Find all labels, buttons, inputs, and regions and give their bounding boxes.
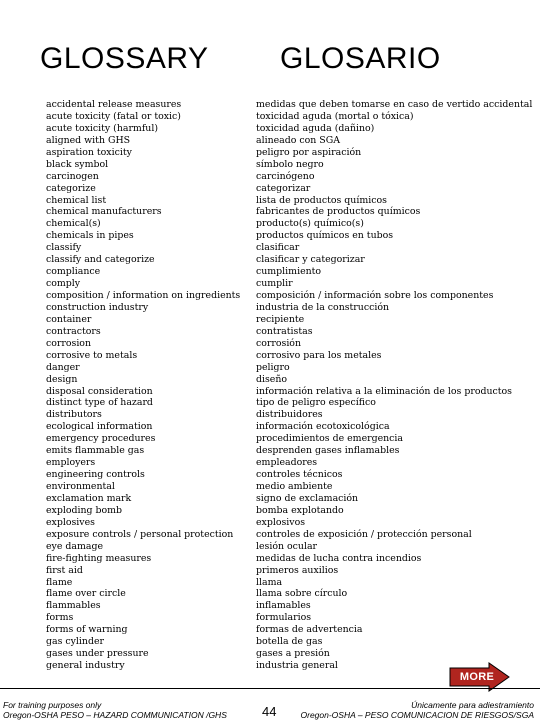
footer-divider: [0, 688, 540, 689]
glossary-term-english: contractors: [46, 325, 101, 337]
glossary-term-spanish: peligro por aspiración: [256, 146, 362, 158]
glossary-term-english: forms of warning: [46, 624, 128, 636]
glossary-term-spanish: productos químicos en tubos: [256, 230, 394, 242]
glossary-term-spanish: desprenden gases inflamables: [256, 445, 400, 457]
glossary-term-spanish: diseño: [256, 373, 288, 385]
glossary-term-english: disposal consideration: [46, 385, 153, 397]
glossary-term-english: explosives: [46, 516, 95, 528]
glossary-term-english: fire-fighting measures: [46, 552, 152, 564]
glossary-term-spanish: cumplir: [256, 278, 293, 290]
glossary-term-spanish: botella de gas: [256, 636, 323, 648]
footer-right: [301, 700, 535, 720]
glossary-term-spanish: empleadores: [256, 457, 318, 469]
glossary-term-english: black symbol: [46, 158, 109, 170]
glossary-title: GLOSSARY: [40, 42, 209, 75]
glossary-term-spanish: contratistas: [256, 325, 313, 337]
glossary-term-english: flame over circle: [46, 588, 126, 600]
footer-course-title: Oregon-OSHA PESO – HAZARD COMMUNICATION /GHS: [3, 710, 227, 720]
glossary-term-spanish: clasificar y categorizar: [256, 254, 365, 266]
glossary-term-spanish: llama sobre círculo: [256, 588, 348, 600]
glossary-term-spanish: signo de exclamación: [256, 492, 359, 504]
english-term-list: [46, 99, 240, 672]
glossary-term-spanish: producto(s) químico(s): [256, 218, 364, 230]
glossary-term-spanish: cumplimiento: [256, 266, 322, 278]
glossary-term-spanish: lista de productos químicos: [256, 194, 387, 206]
glossary-term-english: exclamation mark: [46, 492, 132, 504]
glossary-term-english: classify: [46, 242, 82, 254]
glossary-term-spanish: toxicidad aguda (mortal o tóxica): [256, 110, 414, 122]
footer-course-title-es: Oregon-OSHA – PESO COMUNICACION DE RIESGOS/SGA: [300, 710, 534, 720]
glossary-term-english: general industry: [46, 660, 125, 672]
page-number: 44: [262, 704, 277, 719]
glossary-term-english: chemical manufacturers: [46, 206, 162, 218]
glossary-term-spanish: controles técnicos: [256, 469, 343, 481]
glossary-term-english: first aid: [46, 564, 83, 576]
glossary-term-english: classify and categorize: [46, 254, 155, 266]
glossary-term-spanish: procedimientos de emergencia: [256, 433, 404, 445]
glossary-term-english: flame: [46, 576, 73, 588]
glossary-term-spanish: medidas de lucha contra incendios: [256, 552, 422, 564]
glossary-term-spanish: toxicidad aguda (dañino): [256, 122, 375, 134]
glossary-term-spanish: información relativa a la eliminación de los productos: [256, 385, 512, 397]
footer-training-note: For training purposes only: [3, 700, 102, 710]
glossary-term-spanish: gases a presión: [256, 648, 330, 660]
glossary-term-spanish: industria general: [256, 660, 338, 672]
glossary-term-spanish: corrosivo para los metales: [256, 349, 382, 361]
glossary-term-english: engineering controls: [46, 469, 145, 481]
glosario-title: GLOSARIO: [280, 42, 441, 75]
glossary-term-english: categorize: [46, 182, 96, 194]
glossary-term-spanish: clasificar: [256, 242, 300, 254]
glossary-term-english: container: [46, 313, 92, 325]
footer-training-note-es: Únicamente para adiestramiento: [411, 700, 534, 710]
glossary-term-spanish: controles de exposición / protección personal: [256, 528, 472, 540]
glossary-term-english: exposure controls / personal protection: [46, 528, 234, 540]
glossary-term-spanish: composición / información sobre los componentes: [256, 290, 494, 301]
glossary-term-english: emergency procedures: [46, 433, 156, 445]
glossary-term-spanish: bomba explotando: [256, 504, 344, 516]
glossary-term-spanish: llama: [256, 576, 283, 588]
more-button-label: MORE: [459, 671, 495, 683]
glossary-term-spanish: medidas que deben tomarse en caso de vertido accidental: [256, 99, 533, 110]
glossary-term-spanish: carcinógeno: [256, 170, 315, 182]
glossary-term-spanish: peligro: [256, 361, 290, 373]
glossary-term-spanish: información ecotoxicológica: [256, 421, 390, 433]
glossary-term-spanish: recipiente: [256, 313, 305, 325]
glossary-term-spanish: categorizar: [256, 182, 311, 194]
glossary-term-english: emits flammable gas: [46, 445, 145, 457]
glossary-term-english: eye damage: [46, 540, 103, 552]
glossary-term-english: corrosion: [46, 337, 91, 349]
glossary-term-spanish: explosivos: [256, 516, 306, 528]
glossary-term-english: aspiration toxicity: [46, 146, 132, 158]
glossary-term-english: distinct type of hazard: [46, 397, 153, 409]
glossary-term-english: chemicals in pipes: [46, 230, 134, 242]
glossary-term-spanish: primeros auxilios: [256, 564, 339, 576]
glossary-term-english: carcinogen: [46, 170, 99, 182]
glossary-term-english: danger: [46, 361, 80, 373]
glossary-term-english: exploding bomb: [46, 504, 123, 516]
glossary-term-english: composition / information on ingredients: [46, 290, 241, 301]
glossary-term-english: compliance: [46, 266, 101, 278]
glossary-term-english: design: [46, 373, 78, 385]
glossary-term-english: acute toxicity (harmful): [46, 122, 158, 134]
glossary-term-english: gas cylinder: [46, 636, 104, 648]
glossary-term-spanish: corrosión: [256, 337, 301, 349]
glossary-term-english: flammables: [46, 600, 101, 612]
glossary-term-spanish: distribuidores: [256, 409, 323, 421]
glossary-term-english: comply: [46, 278, 81, 290]
glossary-term-spanish: símbolo negro: [256, 158, 324, 170]
glossary-term-spanish: formas de advertencia: [256, 624, 363, 636]
glossary-term-english: corrosive to metals: [46, 349, 138, 361]
glossary-term-english: accidental release measures: [46, 99, 182, 110]
glossary-term-english: acute toxicity (fatal or toxic): [46, 110, 181, 122]
spanish-term-list: [256, 99, 532, 672]
glossary-term-spanish: industria de la construcción: [256, 301, 390, 313]
glossary-term-spanish: lesión ocular: [256, 540, 318, 552]
glossary-term-english: gases under pressure: [46, 648, 149, 660]
glossary-term-english: distributors: [46, 409, 102, 421]
footer-left: [3, 700, 227, 720]
glossary-term-english: chemical(s): [46, 218, 101, 230]
glossary-term-english: construction industry: [46, 301, 149, 313]
glossary-term-english: environmental: [46, 481, 115, 492]
glossary-term-spanish: fabricantes de productos químicos: [256, 206, 421, 218]
glossary-term-english: employers: [46, 457, 96, 469]
glossary-term-english: ecological information: [46, 421, 153, 433]
glossary-term-english: forms: [46, 612, 74, 624]
glossary-term-spanish: formularios: [256, 612, 312, 624]
glossary-term-english: chemical list: [46, 194, 107, 206]
glossary-term-spanish: medio ambiente: [256, 481, 333, 492]
glossary-term-spanish: tipo de peligro específico: [256, 397, 376, 409]
glossary-term-spanish: alineado con SGA: [256, 134, 340, 146]
glossary-term-spanish: inflamables: [256, 600, 311, 612]
glossary-term-english: aligned with GHS: [46, 134, 131, 146]
